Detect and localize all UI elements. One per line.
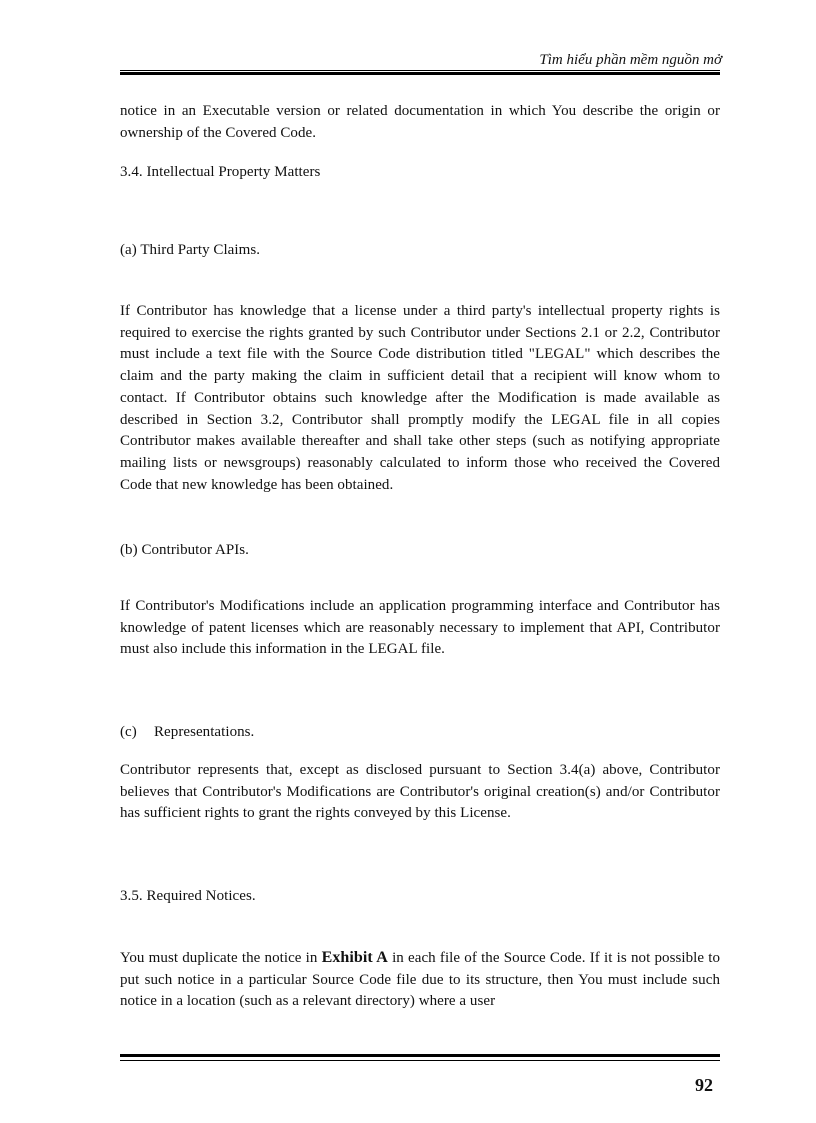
footer-rule-thin <box>120 1060 720 1061</box>
subheading-c-title: Representations. <box>154 724 255 740</box>
subheading-a: (a) Third Party Claims. <box>120 242 261 258</box>
paragraph-3-5 <box>120 947 720 1013</box>
paragraph-3-5-rest: in each file of the Source Code. If it is not possible to put such notice in a particular Source Code file due to its structure, then You must include such notice in a location (such as a relevant directory) where a user <box>120 950 721 1010</box>
continuation-paragraph: notice in an Executable version or related documentation in which You describe the origin or ownership of the Covered Code. <box>120 103 720 141</box>
section-heading-3-4: 3.4. Intellectual Property Matters <box>120 164 321 180</box>
subheading-c <box>120 722 720 744</box>
exhibit-a-reference: Exhibit A <box>321 949 388 966</box>
paragraph-c: Contributor represents that, except as disclosed pursuant to Section 3.4(a) above, Contributor believes that Contributor's Modifications are Contributor's original creation(s) and/or Contributor has sufficient rights to grant the rights conveyed by this License. <box>120 762 720 822</box>
paragraph-3-5-lead: You must duplicate the notice in <box>120 950 322 966</box>
footer-rule-thick <box>120 1054 720 1057</box>
header-title: Tìm hiểu phần mềm nguồn mở <box>539 52 722 68</box>
section-heading-3-5: 3.5. Required Notices. <box>120 888 256 904</box>
paragraph-b: If Contributor's Modifications include an application programming interface and Contributor has knowledge of patent licenses which are reasonably necessary to implement that API, Contributor must also include this information in the LEGAL file. <box>120 598 720 658</box>
subheading-b: (b) Contributor APIs. <box>120 542 249 558</box>
subheading-c-label: (c) <box>120 724 137 740</box>
paragraph-a: If Contributor has knowledge that a license under a third party's intellectual property rights is required to exercise the rights granted by such Contributor under Sections 2.1 or 2.2, Contributor must include a text file with the Source Code distribution titled "LEGAL" which describes the claim and the party making the claim in sufficient detail that a recipient will know whom to contact. If Contributor obtains such knowledge after the Modification is made available as described in Section 3.2, Contributor shall promptly modify the LEGAL file in all copies Contributor makes available thereafter and shall take other steps (such as notifying appropriate mailing lists or newsgroups) reasonably calculated to inform those who received the Covered Code that new knowledge has been obtained. <box>120 303 720 493</box>
page-number: 92 <box>695 1075 713 1095</box>
page-body <box>120 0 720 1040</box>
